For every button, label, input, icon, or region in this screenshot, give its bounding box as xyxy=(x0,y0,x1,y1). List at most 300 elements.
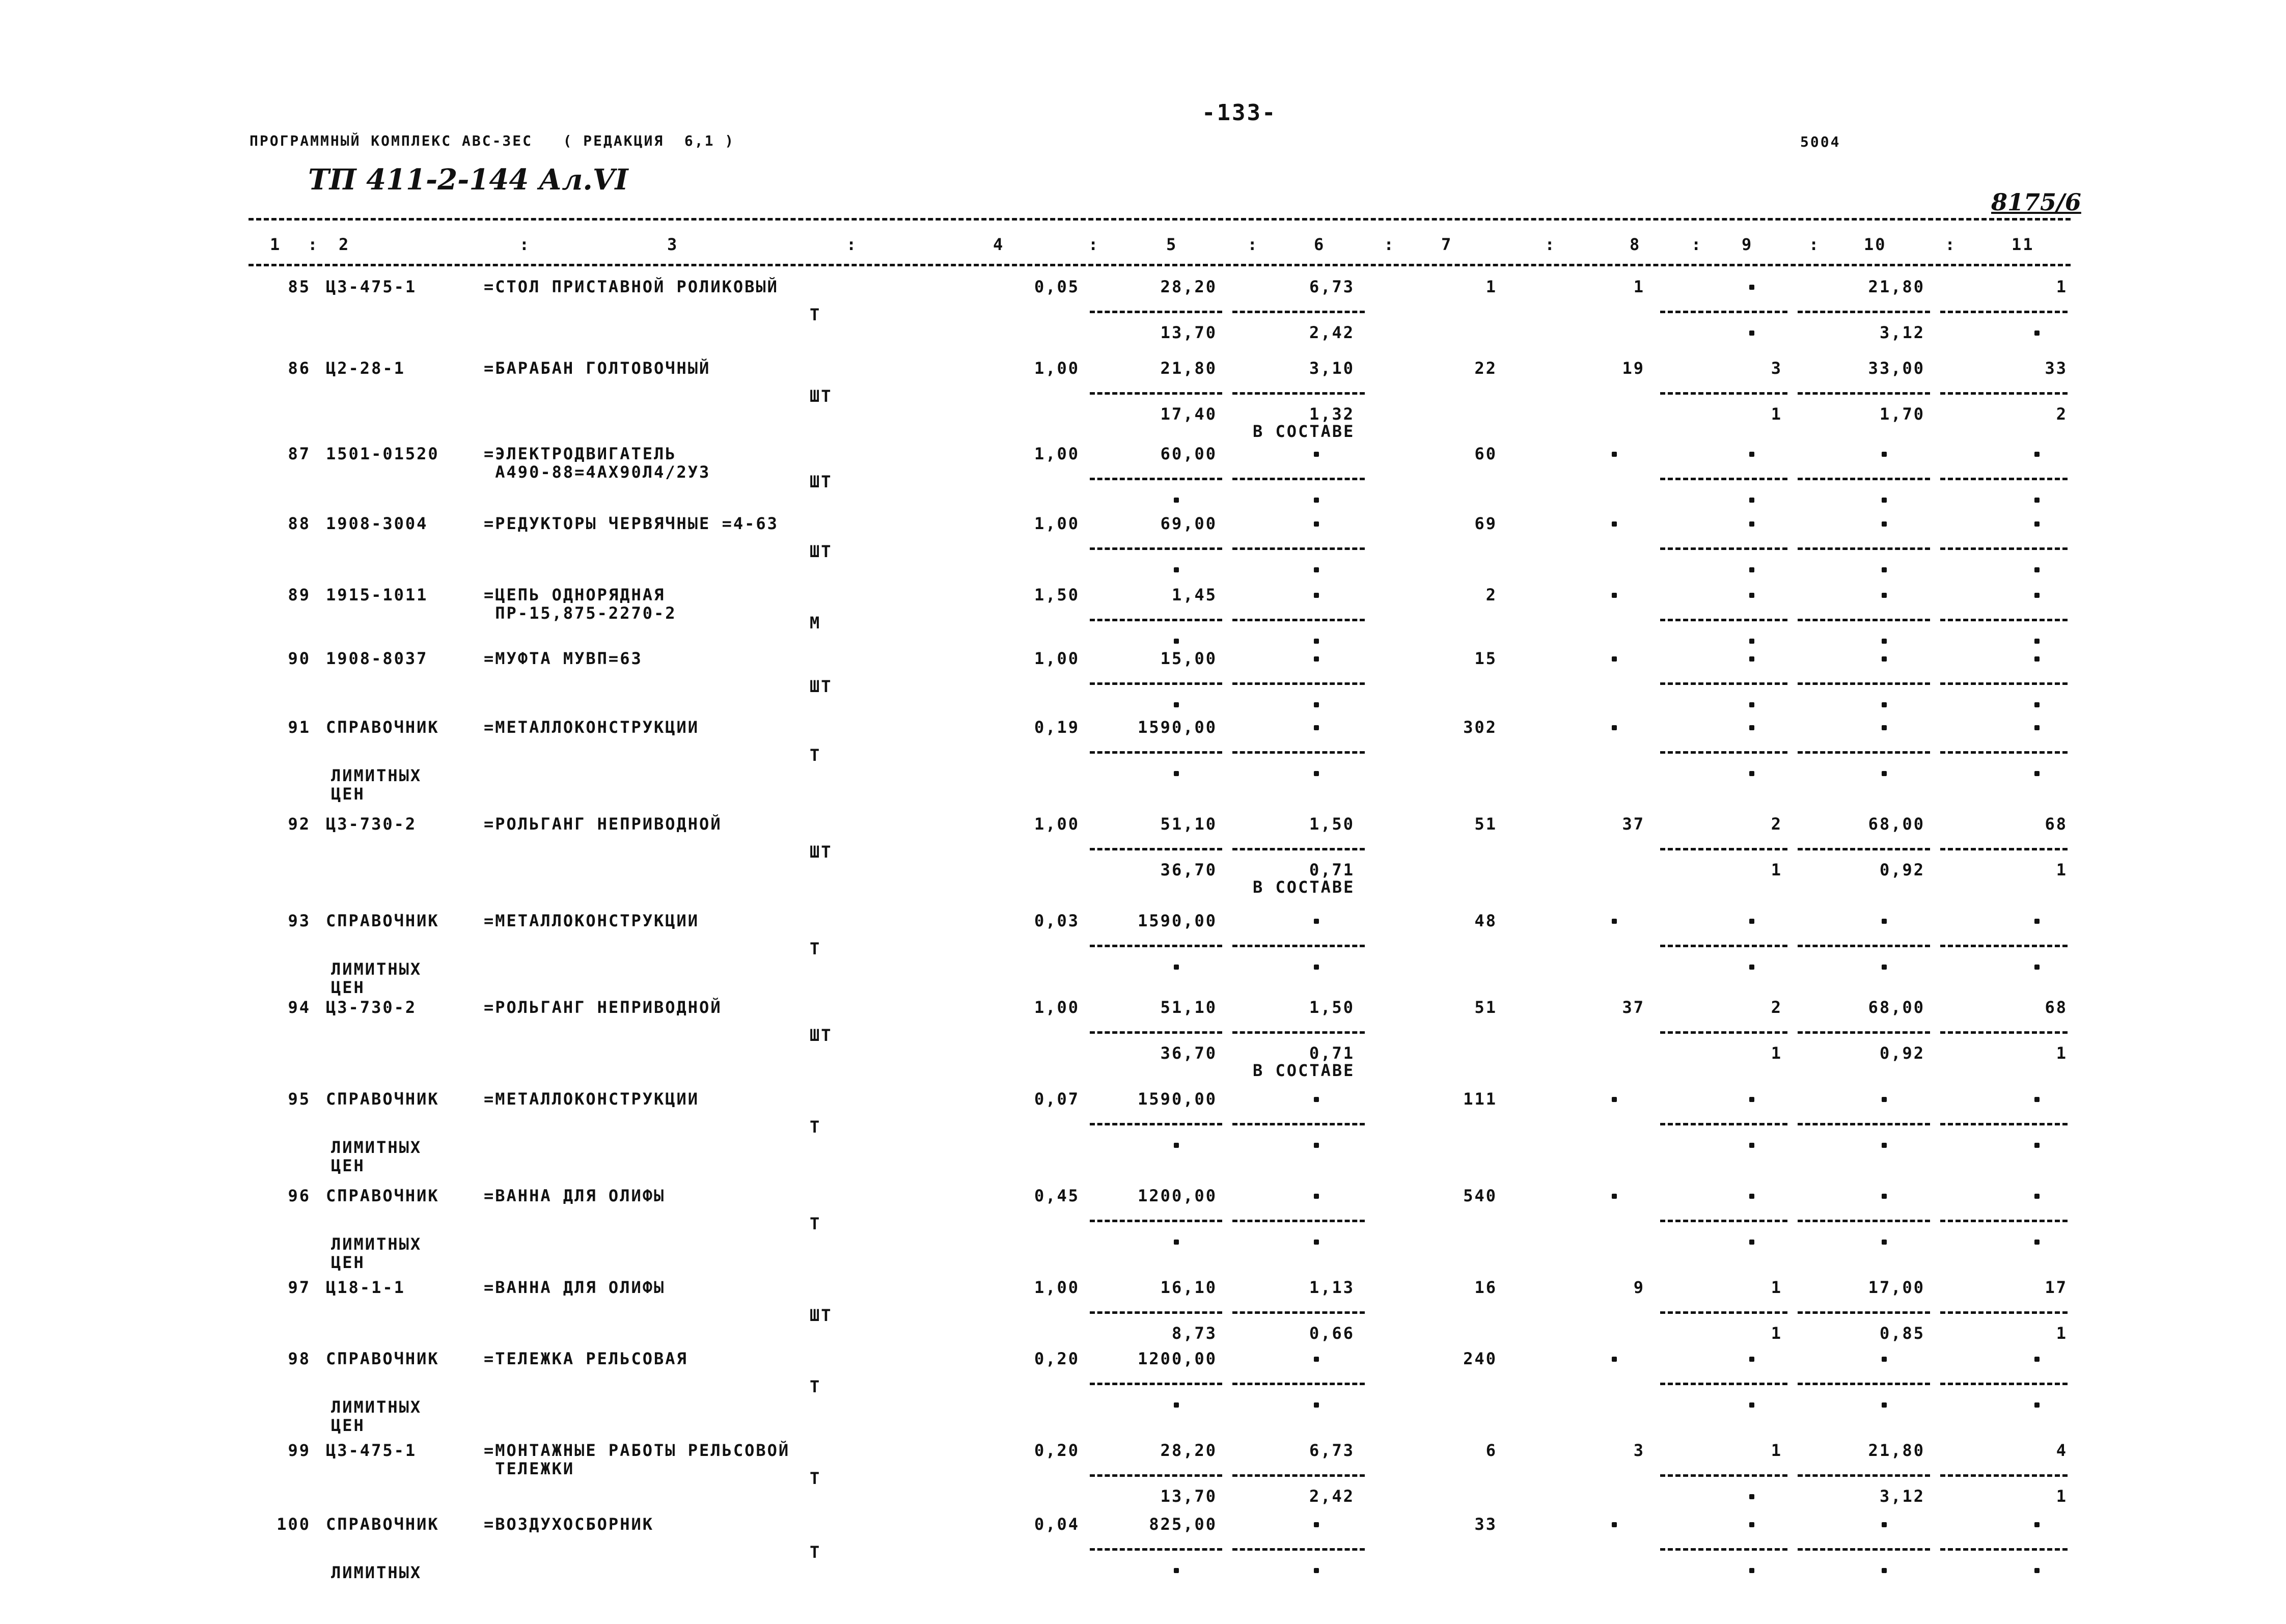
empty-value-mark xyxy=(1314,498,1319,503)
column-header-11: 11 xyxy=(2012,235,2034,254)
empty-value-mark xyxy=(1882,1143,1887,1148)
empty-value-mark xyxy=(1882,567,1887,572)
row-sub-col10: 3,12 xyxy=(1879,1487,1925,1506)
row-col10: 68,00 xyxy=(1868,814,1925,834)
row-quantity: 0,07 xyxy=(1034,1089,1080,1109)
row-name: =МОНТАЖНЫЕ РАБОТЫ РЕЛЬСОВОЙ xyxy=(484,1441,790,1460)
subtotal-dash-line xyxy=(1660,478,1787,480)
empty-value-mark xyxy=(1314,521,1319,527)
row-quantity: 1,00 xyxy=(1034,1278,1080,1297)
subtotal-dash-line xyxy=(1940,1031,2068,1034)
row-code-note: ЦЕН xyxy=(331,1156,365,1175)
row-number: 97 xyxy=(288,1278,311,1297)
row-sub-col10: 1,70 xyxy=(1879,404,1925,424)
empty-value-mark xyxy=(2034,1143,2040,1148)
subtotal-dash-line xyxy=(1660,547,1787,550)
subtotal-dash-line xyxy=(1090,619,1222,621)
row-quantity: 1,00 xyxy=(1034,514,1080,533)
subtotal-dash-line xyxy=(1940,619,2068,621)
subtotal-dash-line xyxy=(1232,1383,1365,1385)
subtotal-dash-line xyxy=(1940,547,2068,550)
row-number: 89 xyxy=(288,585,311,604)
row-unit: Т xyxy=(810,1543,821,1562)
empty-value-mark xyxy=(1314,639,1319,644)
row-price-total: 16,10 xyxy=(1160,1278,1217,1297)
row-name: =БАРАБАН ГОЛТОВОЧНЫЙ xyxy=(484,359,711,378)
subtotal-dash-line xyxy=(1798,1123,1930,1125)
row-col7: 51 xyxy=(1474,814,1497,834)
empty-value-mark xyxy=(2034,452,2040,457)
empty-value-mark xyxy=(1174,498,1179,503)
subtotal-dash-line xyxy=(1090,945,1222,947)
empty-value-mark xyxy=(1749,1494,1754,1499)
row-name: =МЕТАЛЛОКОНСТРУКЦИИ xyxy=(484,718,700,737)
column-separator: : xyxy=(1545,235,1556,254)
row-col10: 21,80 xyxy=(1868,277,1925,296)
subtotal-dash-line xyxy=(1090,682,1222,685)
subtotal-dash-line xyxy=(1660,1548,1787,1551)
empty-value-mark xyxy=(1749,593,1754,598)
row-number: 99 xyxy=(288,1441,311,1460)
row-code-note: ЛИМИТНЫХ xyxy=(331,959,422,979)
empty-value-mark xyxy=(2034,702,2040,707)
column-header-7: 7 xyxy=(1441,235,1453,254)
subtotal-dash-line xyxy=(1232,751,1365,754)
row-col7: 16 xyxy=(1474,1278,1497,1297)
subtotal-dash-line xyxy=(1940,478,2068,480)
subtotal-dash-line xyxy=(1232,619,1365,621)
row-col7: 6 xyxy=(1485,1441,1497,1460)
subtotal-dash-line xyxy=(1232,1123,1365,1125)
row-quantity: 1,00 xyxy=(1034,649,1080,668)
empty-value-mark xyxy=(2034,521,2040,527)
row-unit: Т xyxy=(810,305,821,324)
subtotal-dash-line xyxy=(1798,547,1930,550)
subtotal-dash-line xyxy=(1090,1031,1222,1034)
row-name: =ТЕЛЕЖКА РЕЛЬСОВАЯ xyxy=(484,1349,688,1368)
row-price-wages: 1,13 xyxy=(1309,1278,1355,1297)
subtotal-dash-line xyxy=(1660,1220,1787,1222)
row-price-total: 28,20 xyxy=(1160,1441,1217,1460)
row-col7: 60 xyxy=(1474,444,1497,463)
subtotal-dash-line xyxy=(1660,945,1787,947)
subtotal-dash-line xyxy=(1940,392,2068,395)
row-sub-col5: 36,70 xyxy=(1160,1043,1217,1063)
empty-value-mark xyxy=(1314,919,1319,924)
subtotal-dash-line xyxy=(1660,1383,1787,1385)
page-number: -133- xyxy=(1202,100,1277,126)
subtotal-dash-line xyxy=(1798,945,1930,947)
row-col9: 2 xyxy=(1771,998,1782,1017)
row-col11: 4 xyxy=(2056,1441,2068,1460)
row-col7: 2 xyxy=(1485,585,1497,604)
row-col10: 21,80 xyxy=(1868,1441,1925,1460)
empty-value-mark xyxy=(1749,1522,1754,1527)
empty-value-mark xyxy=(1174,702,1179,707)
row-code: Ц2-28-1 xyxy=(326,359,405,378)
subtotal-dash-line xyxy=(1232,311,1365,313)
empty-value-mark xyxy=(1612,725,1617,730)
column-header-9: 9 xyxy=(1742,235,1753,254)
subtotal-dash-line xyxy=(1232,1474,1365,1477)
empty-value-mark xyxy=(1314,725,1319,730)
empty-value-mark xyxy=(1314,1568,1319,1573)
row-code: 1501-01520 xyxy=(326,444,439,463)
subtotal-dash-line xyxy=(1660,619,1787,621)
row-number: 87 xyxy=(288,444,311,463)
subtotal-dash-line xyxy=(1090,1311,1222,1314)
empty-value-mark xyxy=(1749,452,1754,457)
subtotal-dash-line xyxy=(1798,1474,1930,1477)
row-number: 88 xyxy=(288,514,311,533)
row-sub-col9: 1 xyxy=(1771,1324,1782,1343)
subtotal-dash-line xyxy=(1090,392,1222,395)
row-quantity: 0,03 xyxy=(1034,911,1080,930)
empty-value-mark xyxy=(2034,1568,2040,1573)
row-name: =МЕТАЛЛОКОНСТРУКЦИИ xyxy=(484,911,700,930)
subtotal-dash-line xyxy=(1090,1220,1222,1222)
empty-value-mark xyxy=(1882,593,1887,598)
row-col11: 33 xyxy=(2045,359,2068,378)
row-name: =СТОЛ ПРИСТАВНОЙ РОЛИКОВЫЙ xyxy=(484,277,779,296)
subtotal-dash-line xyxy=(1090,1383,1222,1385)
subtotal-dash-line xyxy=(1940,311,2068,313)
row-sub-col9: 1 xyxy=(1771,404,1782,424)
row-code-note: ЦЕН xyxy=(331,1416,365,1435)
empty-value-mark xyxy=(1612,521,1617,527)
empty-value-mark xyxy=(2034,1194,2040,1199)
empty-value-mark xyxy=(2034,498,2040,503)
column-separator: : xyxy=(1088,235,1100,254)
empty-value-mark xyxy=(2034,1240,2040,1245)
row-sub-col6: 1,32 xyxy=(1309,404,1355,424)
row-code: 1908-8037 xyxy=(326,649,428,668)
empty-value-mark xyxy=(1882,1240,1887,1245)
row-code: Ц3-730-2 xyxy=(326,998,417,1017)
subtotal-dash-line xyxy=(1660,392,1787,395)
row-sub-col6: 0,66 xyxy=(1309,1324,1355,1343)
empty-value-mark xyxy=(1174,965,1179,970)
row-name: =МЕТАЛЛОКОНСТРУКЦИИ xyxy=(484,1089,700,1109)
empty-value-mark xyxy=(1749,656,1754,662)
row-col7: 51 xyxy=(1474,998,1497,1017)
empty-value-mark xyxy=(1612,593,1617,598)
subtotal-dash-line xyxy=(1940,848,2068,850)
row-name: ПР-15,875-2270-2 xyxy=(484,603,677,623)
row-col10: 33,00 xyxy=(1868,359,1925,378)
column-header-5: 5 xyxy=(1166,235,1178,254)
empty-value-mark xyxy=(1749,1143,1754,1148)
row-name: =ЦЕПЬ ОДНОРЯДНАЯ xyxy=(484,585,666,604)
row-code: СПРАВОЧНИК xyxy=(326,718,439,737)
subtotal-dash-line xyxy=(1798,311,1930,313)
subtotal-dash-line xyxy=(1940,1548,2068,1551)
subtotal-dash-line xyxy=(1232,1031,1365,1034)
empty-value-mark xyxy=(1749,1402,1754,1408)
empty-value-mark xyxy=(1882,452,1887,457)
row-price-wages: 6,73 xyxy=(1309,1441,1355,1460)
row-col11: 17 xyxy=(2045,1278,2068,1297)
row-col8: 37 xyxy=(1622,814,1645,834)
row-unit: Т xyxy=(810,1469,821,1488)
row-col7: 1 xyxy=(1485,277,1497,296)
empty-value-mark xyxy=(1314,1097,1319,1102)
column-separator: : xyxy=(1945,235,1957,254)
empty-value-mark xyxy=(1882,656,1887,662)
empty-value-mark xyxy=(1882,1357,1887,1362)
subtotal-dash-line xyxy=(1940,1383,2068,1385)
subtotal-dash-line xyxy=(1798,848,1930,850)
subtotal-dash-line xyxy=(1090,547,1222,550)
row-sub-col11: 1 xyxy=(2056,860,2068,879)
row-col7: 48 xyxy=(1474,911,1497,930)
row-sub-col5: 13,70 xyxy=(1160,1487,1217,1506)
subtotal-dash-line xyxy=(1232,1311,1365,1314)
empty-value-mark xyxy=(1314,593,1319,598)
column-separator: : xyxy=(1384,235,1395,254)
row-unit: Т xyxy=(810,1214,821,1233)
column-separator: : xyxy=(1691,235,1703,254)
subtotal-dash-line xyxy=(1090,1123,1222,1125)
empty-value-mark xyxy=(1612,1097,1617,1102)
row-price-total: 69,00 xyxy=(1160,514,1217,533)
column-separator: : xyxy=(519,235,531,254)
row-col10: 68,00 xyxy=(1868,998,1925,1017)
empty-value-mark xyxy=(1314,1240,1319,1245)
row-price-total: 1590,00 xyxy=(1138,718,1217,737)
empty-value-mark xyxy=(1749,771,1754,776)
subtotal-dash-line xyxy=(1798,1311,1930,1314)
row-name: =ВОЗДУХОСБОРНИК xyxy=(484,1515,654,1534)
empty-value-mark xyxy=(1882,498,1887,503)
empty-value-mark xyxy=(1612,919,1617,924)
row-number: 85 xyxy=(288,277,311,296)
header-bottom-rule xyxy=(249,264,2071,266)
header-top-rule xyxy=(249,218,2071,221)
empty-value-mark xyxy=(1612,1522,1617,1527)
subtotal-dash-line xyxy=(1798,1383,1930,1385)
column-separator: : xyxy=(846,235,858,254)
row-col7: 15 xyxy=(1474,649,1497,668)
row-price-total: 15,00 xyxy=(1160,649,1217,668)
row-price-total: 51,10 xyxy=(1160,814,1217,834)
empty-value-mark xyxy=(1882,919,1887,924)
row-price-wages: 3,10 xyxy=(1309,359,1355,378)
row-name: =ЭЛЕКТРОДВИГАТЕЛЬ xyxy=(484,444,677,463)
subtotal-dash-line xyxy=(1090,1474,1222,1477)
subtotal-dash-line xyxy=(1090,848,1222,850)
empty-value-mark xyxy=(1174,1240,1179,1245)
row-quantity: 0,04 xyxy=(1034,1515,1080,1534)
subtotal-dash-line xyxy=(1798,1548,1930,1551)
row-sub-col6: 0,71 xyxy=(1309,1043,1355,1063)
program-header: ПРОГРАММНЫЙ КОМПЛЕКС АВС-3ЕС ( РЕДАКЦИЯ 6,1 ) xyxy=(250,132,735,149)
empty-value-mark xyxy=(1749,1568,1754,1573)
row-sub-col10: 0,92 xyxy=(1879,1043,1925,1063)
empty-value-mark xyxy=(2034,919,2040,924)
empty-value-mark xyxy=(1314,1194,1319,1199)
row-sub-col5: 17,40 xyxy=(1160,404,1217,424)
row-col8: 37 xyxy=(1622,998,1645,1017)
row-col7: 111 xyxy=(1463,1089,1497,1109)
row-code: СПРАВОЧНИК xyxy=(326,1089,439,1109)
row-unit: Т xyxy=(810,1117,821,1137)
subtotal-dash-line xyxy=(1940,945,2068,947)
empty-value-mark xyxy=(1612,656,1617,662)
subtotal-dash-line xyxy=(1660,311,1787,313)
row-unit: ШТ xyxy=(810,542,833,561)
row-col9: 1 xyxy=(1771,1278,1782,1297)
subtotal-dash-line xyxy=(1798,1031,1930,1034)
row-quantity: 0,20 xyxy=(1034,1349,1080,1368)
subtotal-dash-line xyxy=(1660,1474,1787,1477)
subtotal-dash-line xyxy=(1940,1220,2068,1222)
row-price-total: 51,10 xyxy=(1160,998,1217,1017)
empty-value-mark xyxy=(2034,639,2040,644)
row-number: 91 xyxy=(288,718,311,737)
row-quantity: 1,00 xyxy=(1034,814,1080,834)
subtotal-dash-line xyxy=(1232,1548,1365,1551)
empty-value-mark xyxy=(1749,521,1754,527)
row-code-note: ЛИМИТНЫХ xyxy=(331,1397,422,1417)
row-col9: 2 xyxy=(1771,814,1782,834)
empty-value-mark xyxy=(1612,1194,1617,1199)
column-separator: : xyxy=(1247,235,1259,254)
row-price-wages: 6,73 xyxy=(1309,277,1355,296)
row-col10: 17,00 xyxy=(1868,1278,1925,1297)
row-name: A490-88=4AX90Л4/2У3 xyxy=(484,462,711,482)
project-label: ТП 411-2-144 Ал.VI xyxy=(308,163,628,197)
empty-value-mark xyxy=(1314,656,1319,662)
empty-value-mark xyxy=(1882,1568,1887,1573)
subtotal-dash-line xyxy=(1232,945,1365,947)
empty-value-mark xyxy=(1882,1402,1887,1408)
row-sub-col5: 36,70 xyxy=(1160,860,1217,879)
subtotal-dash-line xyxy=(1232,547,1365,550)
empty-value-mark xyxy=(1174,639,1179,644)
row-sub-col11: 1 xyxy=(2056,1324,2068,1343)
row-sub-col11: 1 xyxy=(2056,1043,2068,1063)
row-code-note: ЦЕН xyxy=(331,784,365,804)
empty-value-mark xyxy=(2034,331,2040,336)
row-name: =РОЛЬГАНГ НЕПРИВОДНОЙ xyxy=(484,814,722,834)
subtotal-dash-line xyxy=(1940,1123,2068,1125)
subtotal-dash-line xyxy=(1940,1311,2068,1314)
row-col11: 68 xyxy=(2045,998,2068,1017)
row-price-total: 825,00 xyxy=(1149,1515,1217,1534)
subtotal-dash-line xyxy=(1798,478,1930,480)
empty-value-mark xyxy=(2034,1097,2040,1102)
column-header-4: 4 xyxy=(993,235,1005,254)
row-sub-col5: 8,73 xyxy=(1171,1324,1217,1343)
empty-value-mark xyxy=(1314,1357,1319,1362)
row-quantity: 0,20 xyxy=(1034,1441,1080,1460)
subtotal-dash-line xyxy=(1660,1031,1787,1034)
empty-value-mark xyxy=(1749,639,1754,644)
row-unit: ШТ xyxy=(810,677,833,696)
row-name: =РЕДУКТОРЫ ЧЕРВЯЧНЫЕ =4-63 xyxy=(484,514,779,533)
empty-value-mark xyxy=(1314,702,1319,707)
subtotal-dash-line xyxy=(1090,311,1222,313)
row-number: 86 xyxy=(288,359,311,378)
row-col7: 240 xyxy=(1463,1349,1497,1368)
row-price-wages: 1,50 xyxy=(1309,814,1355,834)
row-name: =МУФТА МУВП=63 xyxy=(484,649,643,668)
row-price-wages: 1,50 xyxy=(1309,998,1355,1017)
column-header-6: 6 xyxy=(1314,235,1326,254)
column-header-3: 3 xyxy=(667,235,679,254)
subtotal-dash-line xyxy=(1232,392,1365,395)
subtotal-dash-line xyxy=(1090,478,1222,480)
row-unit: Т xyxy=(810,1377,821,1396)
row-code: Ц3-730-2 xyxy=(326,814,417,834)
row-name: =ВАННА ДЛЯ ОЛИФЫ xyxy=(484,1186,666,1205)
row-code: СПРАВОЧНИК xyxy=(326,911,439,930)
row-col7: 540 xyxy=(1463,1186,1497,1205)
row-code: 1908-3004 xyxy=(326,514,428,533)
row-quantity: 1,00 xyxy=(1034,444,1080,463)
row-col8: 19 xyxy=(1622,359,1645,378)
subtotal-dash-line xyxy=(1798,392,1930,395)
row-sub-col9: 1 xyxy=(1771,1043,1782,1063)
empty-value-mark xyxy=(1882,771,1887,776)
column-separator: : xyxy=(1809,235,1821,254)
empty-value-mark xyxy=(1749,1194,1754,1199)
row-col8: 3 xyxy=(1633,1441,1645,1460)
column-header-10: 10 xyxy=(1864,235,1887,254)
subtotal-dash-line xyxy=(1232,848,1365,850)
sheet-label: 8175/6 xyxy=(1991,188,2081,216)
empty-value-mark xyxy=(1749,498,1754,503)
empty-value-mark xyxy=(1174,1143,1179,1148)
subtotal-dash-line xyxy=(1232,1220,1365,1222)
row-number: 98 xyxy=(288,1349,311,1368)
row-sub-col9: 1 xyxy=(1771,860,1782,879)
row-sub-col11: 1 xyxy=(2056,1487,2068,1506)
row-sub-col5: 13,70 xyxy=(1160,323,1217,342)
empty-value-mark xyxy=(1749,725,1754,730)
empty-value-mark xyxy=(1314,452,1319,457)
empty-value-mark xyxy=(1749,1240,1754,1245)
empty-value-mark xyxy=(2034,1402,2040,1408)
subtotal-dash-line xyxy=(1798,619,1930,621)
subtotal-dash-line xyxy=(1660,682,1787,685)
row-number: 96 xyxy=(288,1186,311,1205)
empty-value-mark xyxy=(1314,567,1319,572)
row-sub-col10: 3,12 xyxy=(1879,323,1925,342)
row-quantity: 0,45 xyxy=(1034,1186,1080,1205)
row-price-total: 1200,00 xyxy=(1138,1349,1217,1368)
row-price-total: 21,80 xyxy=(1160,359,1217,378)
empty-value-mark xyxy=(1882,639,1887,644)
empty-value-mark xyxy=(1174,1568,1179,1573)
empty-value-mark xyxy=(1749,567,1754,572)
row-number: 100 xyxy=(277,1515,311,1534)
column-header-8: 8 xyxy=(1630,235,1641,254)
row-col9: 3 xyxy=(1771,359,1782,378)
row-code: Ц3-475-1 xyxy=(326,1441,417,1460)
row-code-note: ЛИМИТНЫХ xyxy=(331,1234,422,1254)
empty-value-mark xyxy=(1174,1402,1179,1408)
empty-value-mark xyxy=(1882,1194,1887,1199)
column-header-2: 2 xyxy=(339,235,350,254)
row-quantity: 1,50 xyxy=(1034,585,1080,604)
row-quantity: 0,19 xyxy=(1034,718,1080,737)
subtotal-dash-line xyxy=(1660,848,1787,850)
row-price-total: 1,45 xyxy=(1171,585,1217,604)
row-sub-col6: 0,71 xyxy=(1309,860,1355,879)
row-code-note: ЦЕН xyxy=(331,1253,365,1272)
